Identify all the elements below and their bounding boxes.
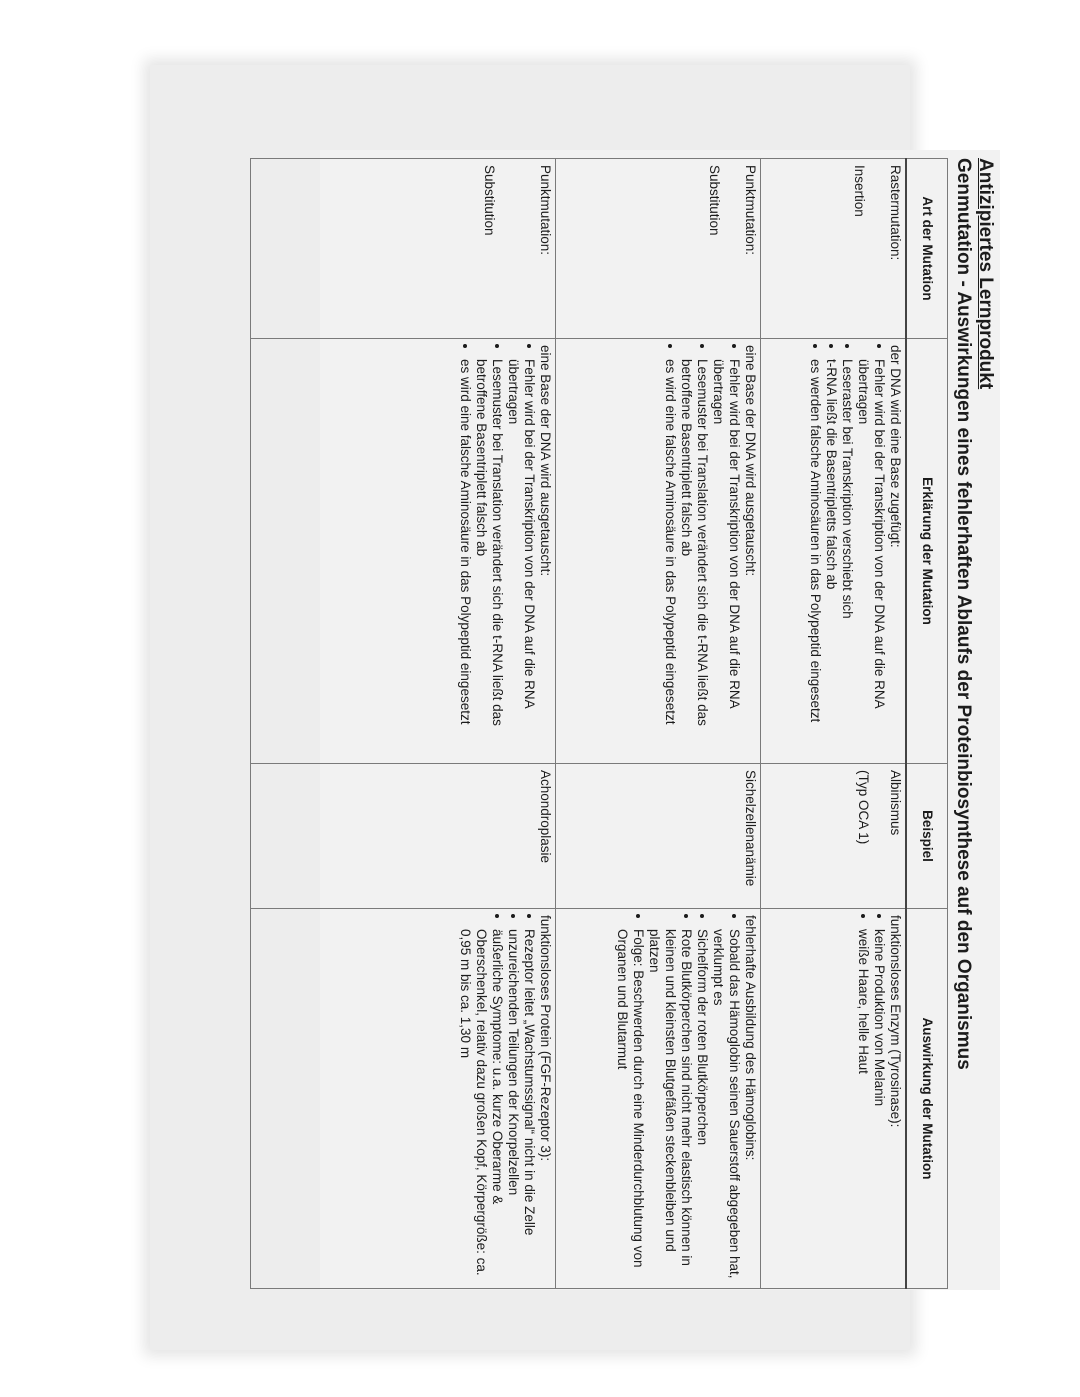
explanation-list — [457, 345, 537, 757]
explanation-intro: eine Base der DNA wird ausgetauscht: — [538, 345, 553, 577]
list-item: • Lesemuster bei Translation verändert sich die t-RNA ließt das betroffene Basentriplett falsch ab — [473, 359, 505, 757]
explanation-intro: eine Base der DNA wird ausgetauscht: — [743, 345, 758, 577]
list-item: • Fehler wird bei der Transkription von der DNA auf die RNA übertragen — [855, 359, 887, 757]
mutation-table — [250, 158, 948, 1289]
list-item: • keine Produktion von Melanin — [871, 929, 887, 1282]
example-name: Achondroplasie — [538, 770, 553, 864]
list-item: • unzureichenden Teilungen der Knorpelzellen — [505, 929, 521, 1282]
document-subtitle: Genmutation - Auswirkungen eines fehlerhaften Ablaufs der Proteinbiosynthese auf den Organismus — [953, 158, 974, 1070]
mutation-type: Punktmutation: — [743, 165, 758, 256]
list-item: • es wird eine falsche Aminosäure in das Polypeptid eingesetzt — [662, 359, 678, 757]
paper-sheet — [150, 65, 996, 1350]
list-item: • Rote Blutkörperchen sind nicht mehr elastisch können in kleinen und kleinsten Blutgefäßen steckenbleiben und platzen — [646, 929, 694, 1282]
cell-example — [761, 764, 907, 909]
list-item: • Rezeptor leitet „Wachstumssignal“ nicht in die Zelle — [521, 929, 537, 1282]
effect-list — [855, 915, 887, 1282]
cell-example — [556, 764, 761, 909]
cell-example — [251, 764, 556, 909]
header-example: Beispiel — [906, 764, 948, 909]
header-type: Art der Mutation — [906, 159, 948, 339]
document-title: Antizipiertes Lernprodukt — [975, 158, 996, 390]
effect-intro: funktionsloses Protein (FGF-Rezeptor 3): — [538, 915, 553, 1162]
document-page — [320, 150, 1000, 1290]
example-name: Sichelzellenanämie — [743, 770, 758, 887]
mutation-subtype: Substitution — [482, 165, 497, 236]
mutation-type: Rastermutation: — [888, 165, 903, 261]
effect-intro: funktionsloses Enzym (Tyrosinase): — [888, 915, 903, 1128]
explanation-list — [662, 345, 742, 757]
table-row — [556, 159, 761, 1289]
list-item: • Fehler wird bei der Transkription von der DNA auf die RNA übertragen — [710, 359, 742, 757]
table-row — [251, 159, 556, 1289]
cell-type — [556, 159, 761, 339]
example-name: Albinismus — [888, 770, 903, 836]
cell-effect — [761, 909, 907, 1289]
explanation-intro: der DNA wird eine Base zugefügt: — [888, 345, 903, 548]
header-effect: Auswirkung der Mutation — [906, 909, 948, 1289]
list-item: • Sobald das Hämoglobin seinen Sauerstoff abgegeben hat, verklumpt es — [710, 929, 742, 1282]
effect-list — [457, 915, 537, 1282]
cell-effect — [556, 909, 761, 1289]
list-item: • Folge: Beschwerden durch eine Minderdurchblutung von Organen und Blutarmut — [614, 929, 646, 1282]
cell-explanation — [251, 339, 556, 764]
list-item: • es werden falsche Aminosäuren in das Polypeptid eingesetzt — [807, 359, 823, 757]
list-item: • Lesemuster bei Translation verändert sich die t-RNA ließt das betroffene Basentriplett falsch ab — [678, 359, 710, 757]
list-item: • äußerliche Symptome: u.a. kurze Oberarme & Oberschenkel, relativ dazu großen Kopf, Körpergröße: ca. 0,95 m bis ca. 1,30 m — [457, 929, 505, 1282]
table-header-row — [906, 159, 948, 1289]
list-item: • Fehler wird bei der Transkription von der DNA auf die RNA übertragen — [505, 359, 537, 757]
cell-effect — [251, 909, 556, 1289]
mutation-type: Punktmutation: — [538, 165, 553, 256]
list-item: • Leseraster bei Transkription verschiebt sich — [839, 359, 855, 757]
mutation-subtype: Insertion — [852, 165, 867, 217]
header-explanation: Erklärung der Mutation — [906, 339, 948, 764]
explanation-list — [807, 345, 887, 757]
list-item: • weiße Haare, helle Haut — [855, 929, 871, 1282]
cell-explanation — [761, 339, 907, 764]
cell-explanation — [556, 339, 761, 764]
mutation-subtype: Substitution — [707, 165, 722, 236]
list-item: • es wird eine falsche Aminosäure in das Polypeptid eingesetzt — [457, 359, 473, 757]
effect-list — [614, 915, 742, 1282]
cell-type — [761, 159, 907, 339]
cell-type — [251, 159, 556, 339]
heading — [952, 158, 996, 1278]
effect-intro: fehlerhafte Ausbildung des Hämoglobins: — [743, 915, 758, 1161]
example-note: (Typ OCA 1) — [856, 770, 871, 845]
list-item: • t-RNA ließt die Basentripletts falsch ab — [823, 359, 839, 757]
list-item: • Sichelform der roten Blutkörperchen — [694, 929, 710, 1282]
table-row — [761, 159, 907, 1289]
